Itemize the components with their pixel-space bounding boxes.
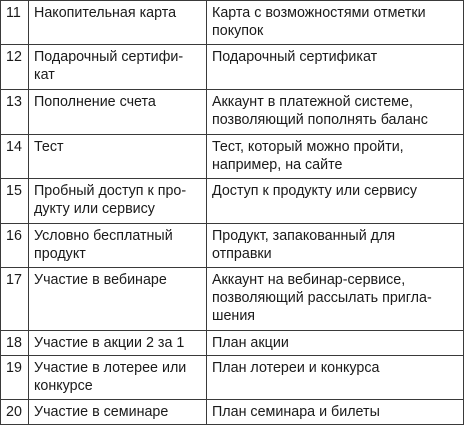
row-name: Пробный доступ к про- дукту или сервису <box>29 179 207 224</box>
row-description: Аккаунт в платежной системе, позволяющий пополнять баланс <box>207 90 464 135</box>
row-number: 11 <box>1 1 29 45</box>
row-number: 14 <box>1 135 29 179</box>
row-number: 15 <box>1 179 29 224</box>
row-description: Доступ к продукту или сервису <box>207 179 464 224</box>
row-description: Подарочный сертификат <box>207 45 464 90</box>
row-number: 16 <box>1 224 29 268</box>
row-description: План семинара и билеты <box>207 400 464 425</box>
table-row <box>1 224 464 268</box>
table-row <box>1 268 464 331</box>
table-row <box>1 356 464 400</box>
row-description: Продукт, запакованный для отправки <box>207 224 464 268</box>
row-number: 13 <box>1 90 29 135</box>
table-row <box>1 90 464 135</box>
row-description: План лотереи и конкурса <box>207 356 464 400</box>
row-name: Участие в семинаре <box>29 400 207 425</box>
row-name: Тест <box>29 135 207 179</box>
row-description: Тест, который можно пройти, например, на сайте <box>207 135 464 179</box>
row-name: Участие в вебинаре <box>29 268 207 331</box>
row-name: Пополнение счета <box>29 90 207 135</box>
row-number: 19 <box>1 356 29 400</box>
table-row <box>1 45 464 90</box>
row-description: Аккаунт на вебинар-сервисе, позволяющий рассылать пригла- шения <box>207 268 464 331</box>
row-name: Условно бесплатный продукт <box>29 224 207 268</box>
row-number: 17 <box>1 268 29 331</box>
row-number: 20 <box>1 400 29 425</box>
table-row <box>1 135 464 179</box>
row-number: 12 <box>1 45 29 90</box>
row-description: План акции <box>207 331 464 356</box>
table-row <box>1 1 464 45</box>
row-name: Подарочный сертифи- кат <box>29 45 207 90</box>
row-name: Участие в акции 2 за 1 <box>29 331 207 356</box>
row-number: 18 <box>1 331 29 356</box>
table-row <box>1 400 464 425</box>
row-name: Накопительная карта <box>29 1 207 45</box>
row-name: Участие в лотерее или конкурсе <box>29 356 207 400</box>
row-description: Карта с возможностями отметки покупок <box>207 1 464 45</box>
table-row <box>1 179 464 224</box>
table-row <box>1 331 464 356</box>
